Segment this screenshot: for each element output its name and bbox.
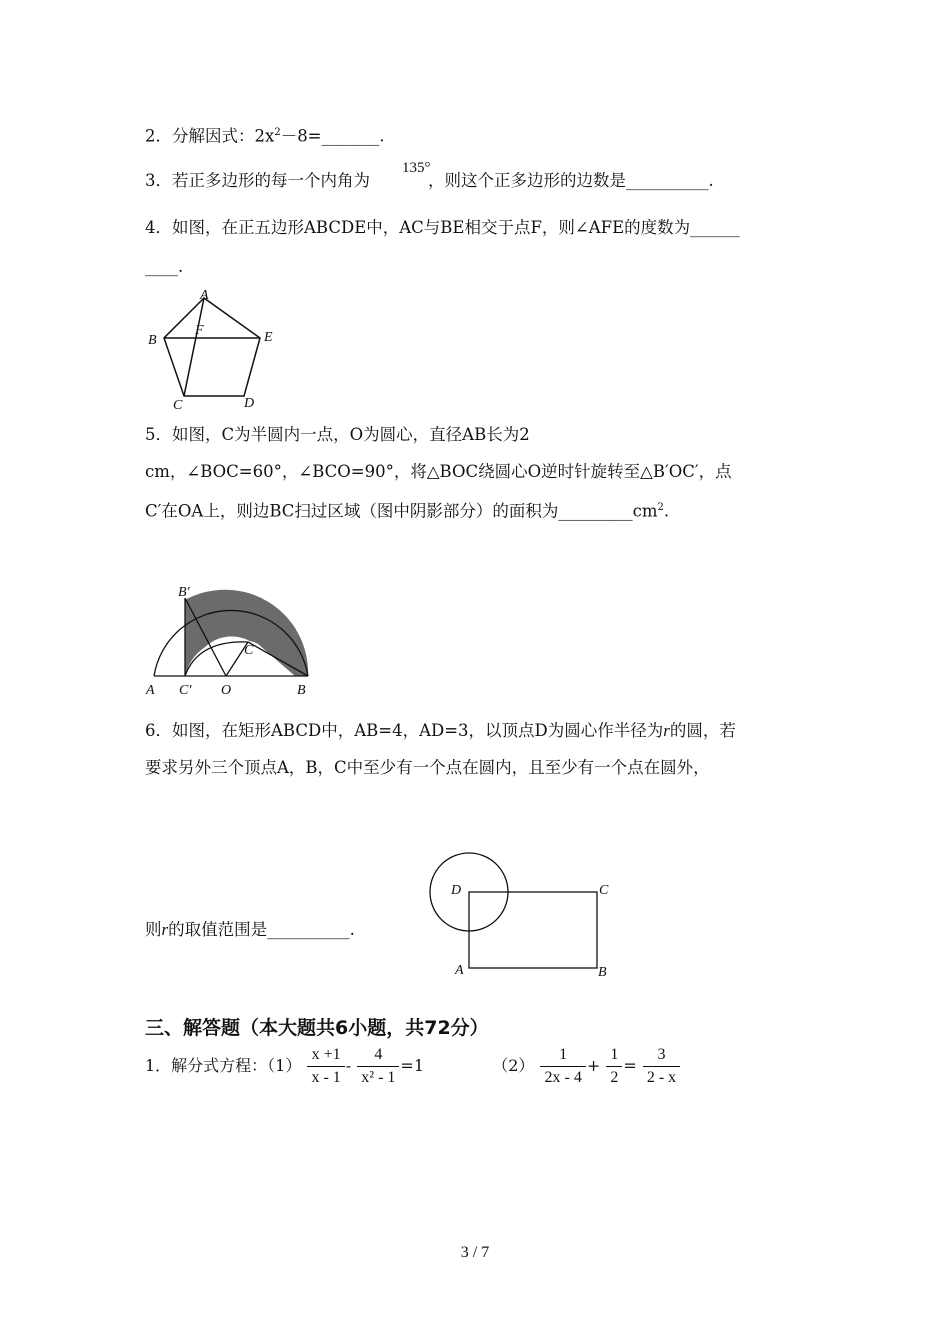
page-number: 3 / 7 bbox=[460, 1244, 490, 1261]
q2-text-b: －8=_______. bbox=[280, 126, 385, 146]
semi-label-a: A bbox=[146, 683, 155, 698]
question-6-line3 bbox=[145, 919, 355, 941]
section-title: 三、解答题（本大题共6小题，共72分） bbox=[145, 1017, 489, 1039]
q6-r-1: r bbox=[663, 721, 670, 740]
q3-text-a: 3．若正多边形的每一个内角为 bbox=[145, 171, 370, 190]
eq1-fraction-1 bbox=[307, 1044, 344, 1089]
question-6-line1 bbox=[145, 720, 736, 742]
q3-angle: 135° bbox=[402, 160, 431, 176]
q5-line3-b: . bbox=[663, 501, 670, 521]
question-4-line1: 4．如图，在正五边形ABCDE中，AC与BE相交于点F，则∠AFE的度数为______ bbox=[145, 218, 740, 237]
question-5-line2: cm，∠BOC=60°，∠BCO=90°，将△BOC绕圆心O逆时针旋转至△B′OC′，点 bbox=[145, 462, 732, 481]
semi-label-b-prime: B′ bbox=[178, 585, 190, 600]
q6-line3-a: 则 bbox=[145, 920, 162, 939]
semi-label-b: B bbox=[297, 683, 306, 698]
rectangle-circle-figure bbox=[425, 848, 625, 983]
rect-label-c: C bbox=[599, 883, 609, 898]
eq2-f2-num: 1 bbox=[606, 1044, 622, 1067]
q6-line3-b: 的取值范围是__________. bbox=[168, 920, 355, 939]
eq2-f3-den: 2 - x bbox=[646, 1069, 677, 1086]
eq2-fraction-1 bbox=[540, 1044, 585, 1089]
eq2-f3-num: 3 bbox=[643, 1044, 680, 1067]
semi-label-c-prime: C′ bbox=[179, 683, 192, 698]
question-2 bbox=[145, 122, 385, 148]
q6-r-2: r bbox=[161, 920, 169, 939]
rect-label-d: D bbox=[451, 883, 462, 898]
pent-label-f: F bbox=[195, 323, 204, 338]
rect-label-b: B bbox=[598, 965, 607, 980]
semicircle-figure bbox=[140, 580, 320, 700]
pent-label-d: D bbox=[244, 396, 255, 411]
solve-question-1 bbox=[145, 1042, 681, 1090]
rect-label-a: A bbox=[455, 963, 464, 978]
eq2-fraction-3 bbox=[643, 1044, 680, 1089]
question-5-line3 bbox=[145, 497, 669, 523]
eq2-f1-den: 2x - 4 bbox=[544, 1069, 582, 1086]
pentagon-figure bbox=[140, 284, 290, 414]
eq1-f1-den: x - 1 bbox=[311, 1069, 341, 1086]
question-6-line2: 要求另外三个顶点A，B，C中至少有一个点在圆内，且至少有一个点在圆外， bbox=[145, 758, 710, 777]
s1-label: 1．解分式方程：（1） bbox=[145, 1056, 302, 1075]
q6-line1-a: 6．如图，在矩形ABCD中，AB=4，AD=3，以顶点D为圆心作半径为 bbox=[145, 721, 664, 740]
eq1-rhs: =1 bbox=[400, 1056, 425, 1075]
q5-line3-sup: 2 bbox=[657, 502, 664, 513]
q6-line1-b: 的圆，若 bbox=[669, 721, 736, 740]
question-5-line1: 5．如图，C为半圆内一点，O为圆心，直径AB长为2 bbox=[145, 425, 530, 444]
pent-label-e: E bbox=[264, 330, 273, 345]
q3-text-b: ，则这个正多边形的边数是__________. bbox=[428, 171, 714, 190]
pent-label-a: A bbox=[200, 288, 209, 303]
pent-label-b: B bbox=[148, 333, 157, 348]
eq1-f2-den: x² - 1 bbox=[361, 1069, 396, 1086]
eq2-f2-den: 2 bbox=[610, 1069, 619, 1086]
eq1-fraction-2 bbox=[357, 1044, 399, 1089]
eq1-f2-num: 4 bbox=[357, 1044, 399, 1067]
eq2-plus: + bbox=[586, 1056, 601, 1075]
pent-label-c: C bbox=[173, 398, 183, 413]
q5-line3-a: C′在OA上，则边BC扫过区域（图中阴影部分）的面积为_________cm bbox=[145, 501, 658, 521]
eq2-equals: = bbox=[623, 1056, 637, 1075]
eq2-fraction-2 bbox=[606, 1044, 622, 1089]
s1-label-2: （2） bbox=[492, 1056, 535, 1075]
eq2-f1-num: 1 bbox=[540, 1044, 585, 1067]
eq1-f1-num: x +1 bbox=[307, 1044, 344, 1067]
q2-sup: 2 bbox=[274, 127, 281, 138]
semi-label-o: O bbox=[221, 683, 232, 698]
eq1-minus: - bbox=[345, 1056, 352, 1075]
semi-label-c: C bbox=[244, 643, 254, 658]
question-4-line2: ____. bbox=[145, 257, 184, 276]
q2-text-a: 2．分解因式：2x bbox=[145, 126, 275, 146]
